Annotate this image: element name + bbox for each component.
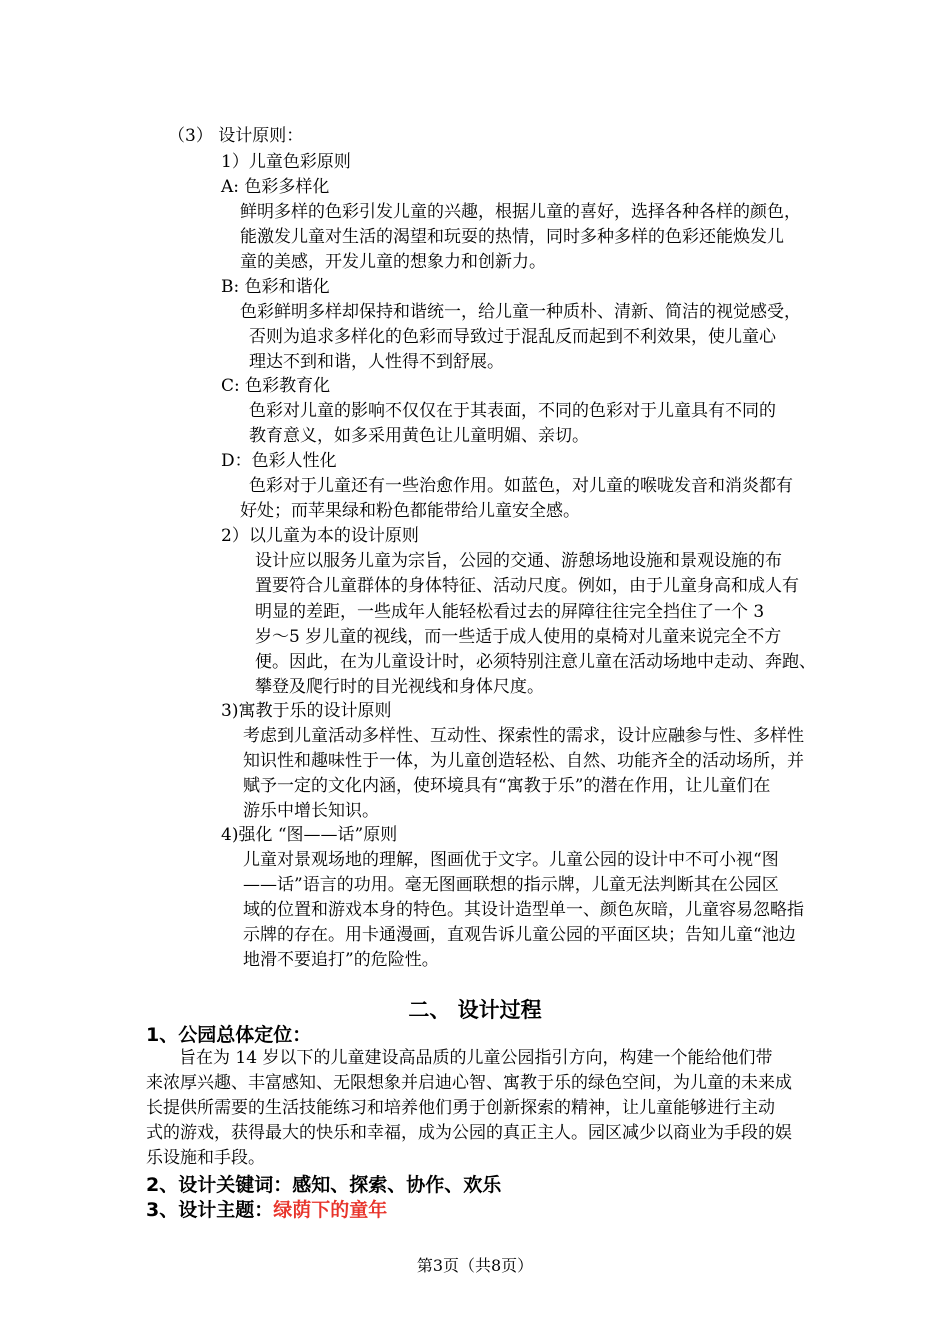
picture-words-line: 儿童对景观场地的理解，图画优于文字。儿童公园的设计中不可小视“图 [243, 850, 779, 870]
edutainment-line: 赋予一定的文化内涵，使环境具有“寓教于乐”的潜在作用，让儿童们在 [243, 776, 771, 796]
theme-heading [146, 1195, 387, 1222]
page-number: 第3页（共8页） [416, 1256, 534, 1275]
child-centered-line: 设计应以服务儿童为宗旨，公园的交通、游憩场地设施和景观设施的布 [255, 551, 782, 571]
child-centered-line: 便。因此，在为儿童设计时，必须特别注意儿童在活动场地中走动、奔跑、 [255, 652, 816, 672]
edutainment-line: 知识性和趣味性于一体，为儿童创造轻松、自然、功能齐全的活动场所，并 [243, 751, 804, 771]
color-a-line: 鲜明多样的色彩引发儿童的兴趣，根据儿童的喜好，选择各种各样的颜色， [240, 202, 801, 222]
color-b-line: 否则为追求多样化的色彩而导致过于混乱反而起到不利效果，使儿童心 [249, 327, 776, 347]
child-centered-title: 2）以儿童为本的设计原则 [221, 526, 419, 546]
principles-heading: （3） 设计原则： [168, 126, 304, 146]
positioning-heading: 1、公园总体定位： [146, 1024, 312, 1046]
positioning-line: 式的游戏，获得最大的快乐和幸福，成为公园的真正主人。园区减少以商业为手段的娱 [146, 1123, 792, 1143]
color-b-line: 色彩鲜明多样却保持和谐统一，给儿童一种质朴、清新、简洁的视觉感受， [240, 302, 801, 322]
edutainment-line: 考虑到儿童活动多样性、互动性、探索性的需求，设计应融参与性、多样性 [243, 726, 804, 746]
theme-label: 3、设计主题： [146, 1199, 274, 1221]
child-centered-line: 置要符合儿童群体的身体特征、活动尺度。例如，由于儿童身高和成人有 [255, 576, 799, 596]
keywords-heading: 2、设计关键词：感知、探索、协作、欢乐 [146, 1174, 502, 1196]
color-d-line: 色彩对于儿童还有一些治愈作用。如蓝色，对儿童的喉咙发音和消炎都有 [249, 476, 793, 496]
color-b-line: 理达不到和谐，人性得不到舒展。 [249, 352, 504, 372]
color-principle-title: 1）儿童色彩原则 [221, 152, 351, 172]
positioning-line: 乐设施和手段。 [146, 1148, 265, 1168]
picture-words-line: 地滑不要追打”的危险性。 [243, 950, 439, 970]
edutainment-line: 游乐中增长知识。 [243, 801, 379, 821]
positioning-line: 来浓厚兴趣、丰富感知、无限想象并启迪心智、寓教于乐的绿色空间，为儿童的未来成 [146, 1073, 792, 1093]
edutainment-title: 3)寓教于乐的设计原则 [221, 701, 392, 721]
picture-words-line: 域的位置和游戏本身的特色。其设计造型单一、颜色灰暗，儿童容易忽略指 [243, 900, 804, 920]
color-b-title: B: 色彩和谐化 [221, 277, 330, 297]
picture-words-line: 示牌的存在。用卡通漫画，直观告诉儿童公园的平面区块；告知儿童“池边 [243, 925, 796, 945]
color-d-title: D：色彩人性化 [221, 451, 337, 471]
color-c-line: 教育意义，如多采用黄色让儿童明媚、亲切。 [249, 426, 589, 446]
color-c-title: C: 色彩教育化 [221, 376, 331, 396]
color-a-line: 能激发儿童对生活的渴望和玩耍的热情，同时多种多样的色彩还能焕发儿 [240, 227, 784, 247]
section-title: 二、 设计过程 [408, 998, 542, 1022]
positioning-line: 长提供所需要的生活技能练习和培养他们勇于创新探索的精神，让儿童能够进行主动 [146, 1098, 775, 1118]
picture-words-title: 4)强化 “图——话”原则 [221, 825, 398, 845]
child-centered-line: 明显的差距，一些成年人能轻松看过去的屏障往往完全挡住了一个 3 [255, 602, 765, 622]
positioning-line: 旨在为 14 岁以下的儿童建设高品质的儿童公园指引方向，构建一个能给他们带 [179, 1048, 773, 1068]
color-a-title: A: 色彩多样化 [221, 177, 330, 197]
color-c-line: 色彩对儿童的影响不仅仅在于其表面，不同的色彩对于儿童具有不同的 [249, 401, 776, 421]
child-centered-line: 攀登及爬行时的目光视线和身体尺度。 [255, 677, 544, 697]
theme-value: 绿荫下的童年 [273, 1199, 388, 1221]
color-a-line: 童的美感，开发儿童的想象力和创新力。 [240, 252, 546, 272]
picture-words-line: ——话”语言的功用。毫无图画联想的指示牌，儿童无法判断其在公园区 [243, 875, 779, 895]
child-centered-line: 岁～5 岁儿童的视线，而一些适于成人使用的桌椅对儿童来说完全不方 [255, 627, 782, 647]
color-d-line: 好处；而苹果绿和粉色都能带给儿童安全感。 [240, 501, 580, 521]
